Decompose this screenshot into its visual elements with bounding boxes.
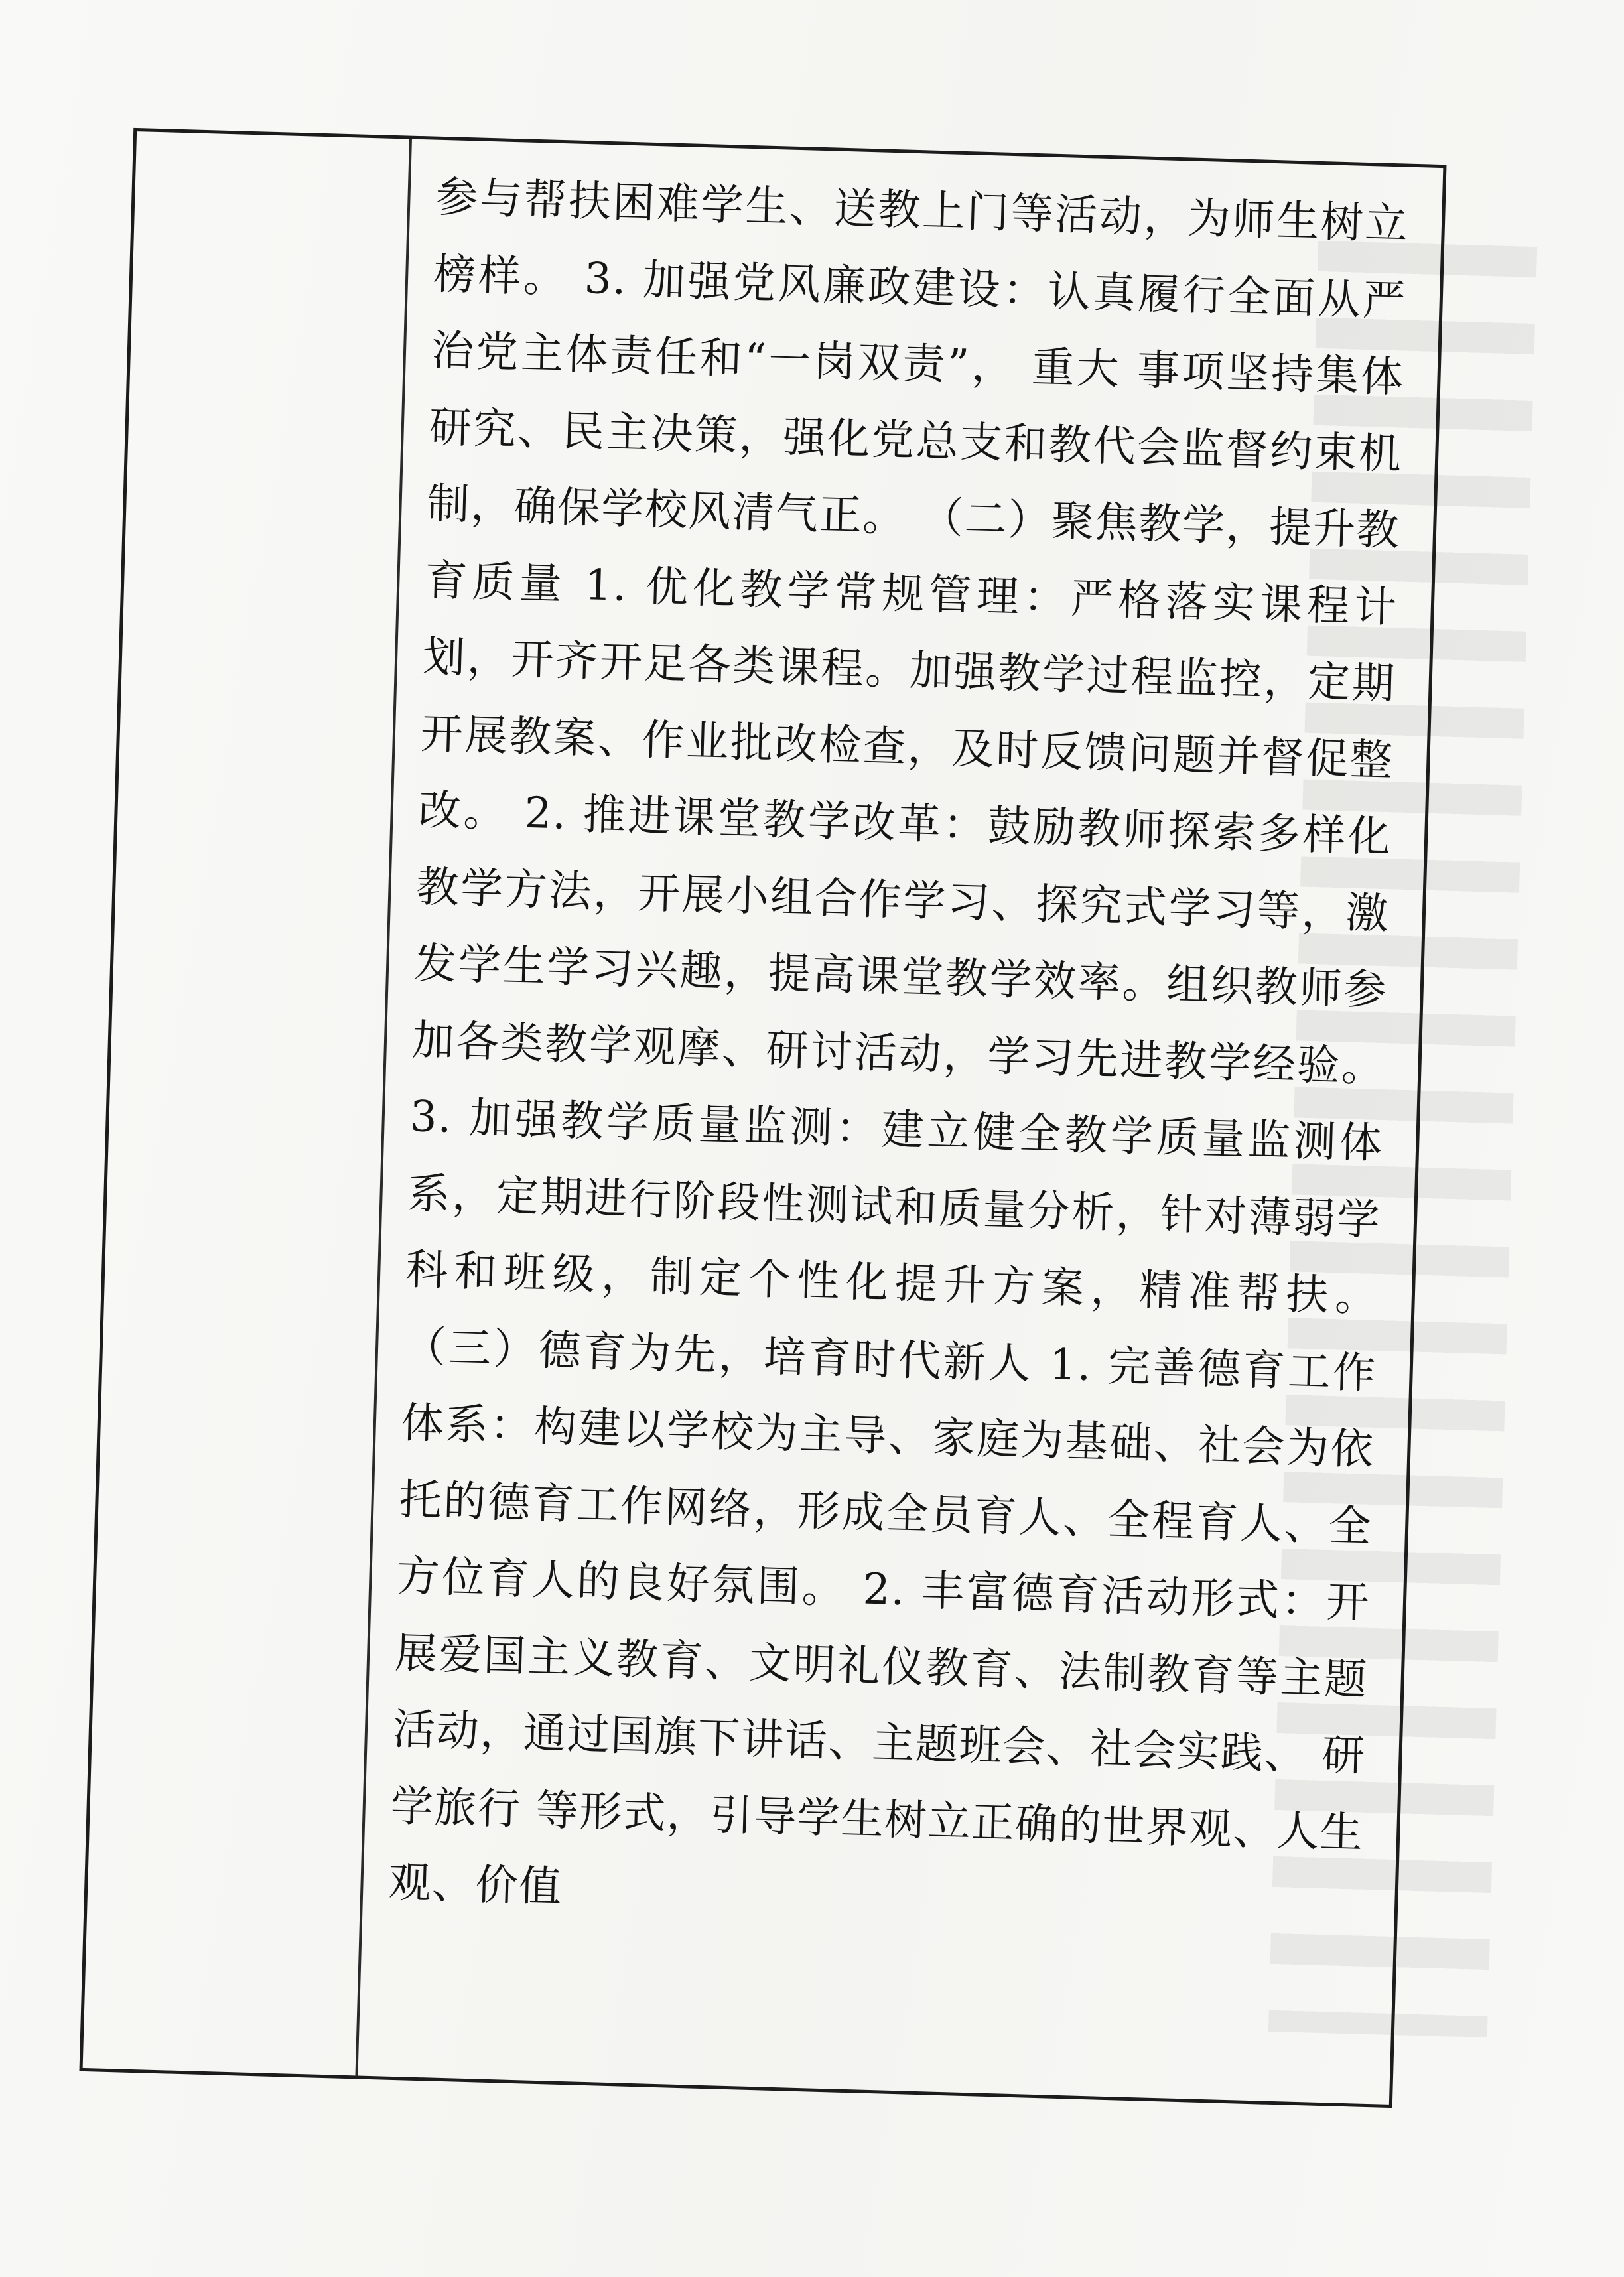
scanned-page (79, 128, 1446, 2108)
content-cell (358, 139, 1450, 2105)
left-label-cell (83, 131, 412, 2075)
body-paragraph: 参与帮扶困难学生、送教上门等活动，为师生树立榜样。 3. 加强党风廉政建设：认真履行全面从严治党主体责任和“一岗双责”， 重大 事项坚持集体研究、民主决策，强化党总支和教代会监督约束机制，确保学校风清气正。 （二）聚焦教学，提升教育质量 1. 优化教学常规管理：严格落实课程计划，开齐开足各类课程。加强教学过程监控，定期开展教案、作业批改检查，及时反馈问题并督促整改。 2. 推进课堂教学改革：鼓励教师探索多样化教学方法，开展小组合作学习、探究式学习等，激发学生学习兴趣，提高课堂教学效率。组织教师参加各类教学观摩、研讨活动，学习先进教学经验。 3. 加强教学质量监测：建立健全教学质量监测体系，定期进行阶段性测试和质量分析，针对薄弱学科和班级，制定个性化提升方案，精准帮扶。 （三）德育为先，培育时代新人 1. 完善德育工作体系：构建以学校为主导、家庭为基础、社会为依托的德育工作网络，形成全员育人、全程育人、全方位育人的良好氛围。 2. 丰富德育活动形式：开展爱国主义教育、文明礼仪教育、法制教育等主题活动，通过国旗下讲话、主题班会、社会实践、 研学旅行 等形式，引导学生树立正确的世界观、人生观、价值 (387, 172, 1410, 1912)
document-table (79, 128, 1446, 2108)
